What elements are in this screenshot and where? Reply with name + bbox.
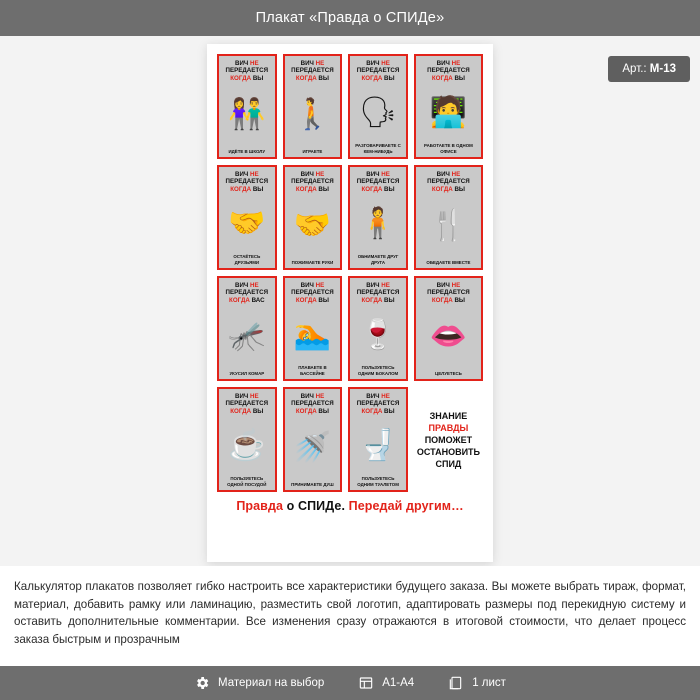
- poster-cell: [348, 54, 408, 159]
- shower-icon: 🚿: [293, 431, 332, 465]
- feature-sheets: [448, 675, 506, 691]
- swimmer-icon: 🏊: [293, 317, 332, 351]
- poster-grid: [217, 54, 483, 492]
- poster-cell-heading: ВИЧ НЕ ПЕРЕДАЕТСЯ КОГДА ВЫ: [225, 393, 269, 415]
- poster-cell-caption: РАЗГОВАРИВАЕТЕ С КЕМ-НИБУДЬ: [355, 143, 401, 154]
- poster-cell: [348, 276, 408, 381]
- poster-footer: [217, 499, 483, 513]
- talking-head-icon: 🗣: [359, 95, 398, 129]
- poster-cell-heading: ВИЧ НЕ ПЕРЕДАЕТСЯ КОГДА ВЫ: [427, 282, 470, 304]
- poster-cell-heading: ВИЧ НЕ ПЕРЕДАЕТСЯ КОГДА ВЫ: [427, 60, 470, 82]
- feature-format: [358, 675, 414, 691]
- poster-cell-caption: ПРИНИМАЕТЕ ДУШ: [291, 481, 334, 487]
- poster-cell-heading: ВИЧ НЕ ПЕРЕДАЕТСЯ КОГДА ВЫ: [356, 60, 400, 82]
- knowledge-line-3: ПОМОЖЕТ: [424, 434, 473, 445]
- toilet-icon: 🚽: [359, 428, 397, 462]
- poster-knowledge-block: [414, 387, 483, 492]
- article-prefix: Арт.:: [622, 63, 650, 75]
- knowledge-line-2: ПРАВДЫ: [428, 422, 469, 433]
- knowledge-line-5: СПИД: [435, 459, 462, 470]
- poster-cell-heading: ВИЧ НЕ ПЕРЕДАЕТСЯ КОГДА ВЫ: [356, 393, 400, 415]
- poster-cell-heading: ВИЧ НЕ ПЕРЕДАЕТСЯ КОГДА ВЫ: [291, 282, 334, 304]
- poster-cell: [217, 54, 277, 159]
- feature-sheets-label: 1 лист: [472, 677, 506, 689]
- people-walking-icon: 👫: [228, 98, 266, 132]
- cup-icon: ☕: [228, 428, 266, 462]
- office-worker-icon: 🧑‍💻: [429, 95, 468, 129]
- poster-cell: [217, 165, 277, 270]
- poster-cell-heading: ВИЧ НЕ ПЕРЕДАЕТСЯ КОГДА ВЫ: [225, 171, 269, 193]
- poster-cell-caption: ЦЕЛУЕТЕСЬ: [435, 370, 462, 376]
- sheet-icon: [448, 675, 464, 691]
- feature-format-label: А1-А4: [382, 677, 415, 689]
- poster-cell: [414, 165, 483, 270]
- knowledge-line-1: ЗНАНИЕ: [429, 410, 468, 421]
- footer-red-1: Правда: [236, 499, 287, 513]
- poster-cell: [348, 165, 408, 270]
- poster-cell-caption: ОСТАЁТЕСЬ ДРУЗЬЯМИ: [233, 254, 261, 265]
- poster-cell-caption: ПЛАВАЕТЕ В БАССЕЙНЕ: [298, 365, 327, 376]
- poster-cell-heading: ВИЧ НЕ ПЕРЕДАЕТСЯ КОГДА ВЫ: [225, 60, 269, 82]
- poster-cell-caption: ОБНИМАЕТЕ ДРУГ ДРУГА: [357, 254, 399, 265]
- cutlery-icon: 🍴: [429, 209, 468, 243]
- poster-cell-caption: ПОЛЬЗУЕТЕСЬ ОДНОЙ ПОСУДОЙ: [227, 476, 267, 487]
- poster-cell-caption: ИГРАЕТЕ: [302, 148, 323, 154]
- preview-area: [0, 36, 700, 566]
- poster-cell-heading: ВИЧ НЕ ПЕРЕДАЕТСЯ КОГДА ВАС: [225, 282, 269, 304]
- article-badge: [608, 56, 690, 82]
- children-playing-icon: 🚶: [293, 98, 332, 132]
- knowledge-line-4: ОСТАНОВИТЬ: [416, 447, 480, 458]
- article-value: М-13: [649, 63, 676, 75]
- poster-cell-caption: РАБОТАЕТЕ В ОДНОМ ОФИСЕ: [424, 143, 473, 154]
- poster-cell: [283, 54, 343, 159]
- lips-icon: 👄: [429, 320, 468, 354]
- poster-cell: [217, 276, 277, 381]
- poster-cell-heading: ВИЧ НЕ ПЕРЕДАЕТСЯ КОГДА ВЫ: [291, 171, 334, 193]
- format-icon: [358, 675, 374, 691]
- wine-glass-icon: 🍷: [359, 317, 397, 351]
- poster-cell-caption: ПОЖИМАЕТЕ РУКИ: [291, 259, 334, 265]
- features-bar: [0, 666, 700, 700]
- poster-cell: [414, 54, 483, 159]
- poster-cell: [348, 387, 408, 492]
- poster-cell: [414, 276, 483, 381]
- poster-cell: [283, 387, 343, 492]
- poster-cell-caption: ПОЛЬЗУЕТЕСЬ ОДНИМ ТУАЛЕТОМ: [357, 476, 399, 487]
- poster-image[interactable]: [207, 44, 493, 562]
- poster-cell-heading: ВИЧ НЕ ПЕРЕДАЕТСЯ КОГДА ВЫ: [356, 282, 400, 304]
- poster-cell-caption: ОБЕДАЕТЕ ВМЕСТЕ: [426, 259, 471, 265]
- hug-icon: 🧍: [359, 206, 397, 240]
- poster-cell-heading: ВИЧ НЕ ПЕРЕДАЕТСЯ КОГДА ВЫ: [356, 171, 400, 193]
- header-bar: [0, 0, 700, 36]
- friends-icon: 🤝: [228, 206, 266, 240]
- feature-material: [194, 675, 324, 691]
- feature-material-label: Материал на выбор: [218, 677, 325, 689]
- product-description: Калькулятор плакатов позволяет гибко настроить все характеристики будущего заказа. Вы можете выбрать тираж, формат, материал, добавить рамку или ламинацию, разместить свой логотип, адаптировать размеры под перекидную систему и оставить дополнительные комментарии. Все изменения сразу отражаются в итоговой стоимости, что делает процесс заказа быстрым и прозрачным: [14, 580, 686, 646]
- mosquito-icon: 🦟: [228, 320, 266, 354]
- poster-cell-heading: ВИЧ НЕ ПЕРЕДАЕТСЯ КОГДА ВЫ: [427, 171, 470, 193]
- poster-cell: [217, 387, 277, 492]
- poster-cell-heading: ВИЧ НЕ ПЕРЕДАЕТСЯ КОГДА ВЫ: [291, 393, 334, 415]
- poster-cell: [283, 165, 343, 270]
- poster-cell-heading: ВИЧ НЕ ПЕРЕДАЕТСЯ КОГДА ВЫ: [291, 60, 334, 82]
- gear-icon: [194, 675, 210, 691]
- poster-cell-caption: УКУСИЛ КОМАР: [229, 370, 265, 376]
- handshake-icon: 🤝: [293, 209, 332, 243]
- poster-cell: [283, 276, 343, 381]
- page-title: Плакат «Правда о СПИДе»: [255, 10, 445, 26]
- poster-cell-caption: ИДЁТЕ В ШКОЛУ: [228, 148, 266, 154]
- poster-cell-caption: ПОЛЬЗУЕТЕСЬ ОДНИМ БОКАЛОМ: [357, 365, 399, 376]
- footer-red-2: Передай другим…: [348, 499, 464, 513]
- footer-dark: о СПИДе.: [286, 499, 349, 513]
